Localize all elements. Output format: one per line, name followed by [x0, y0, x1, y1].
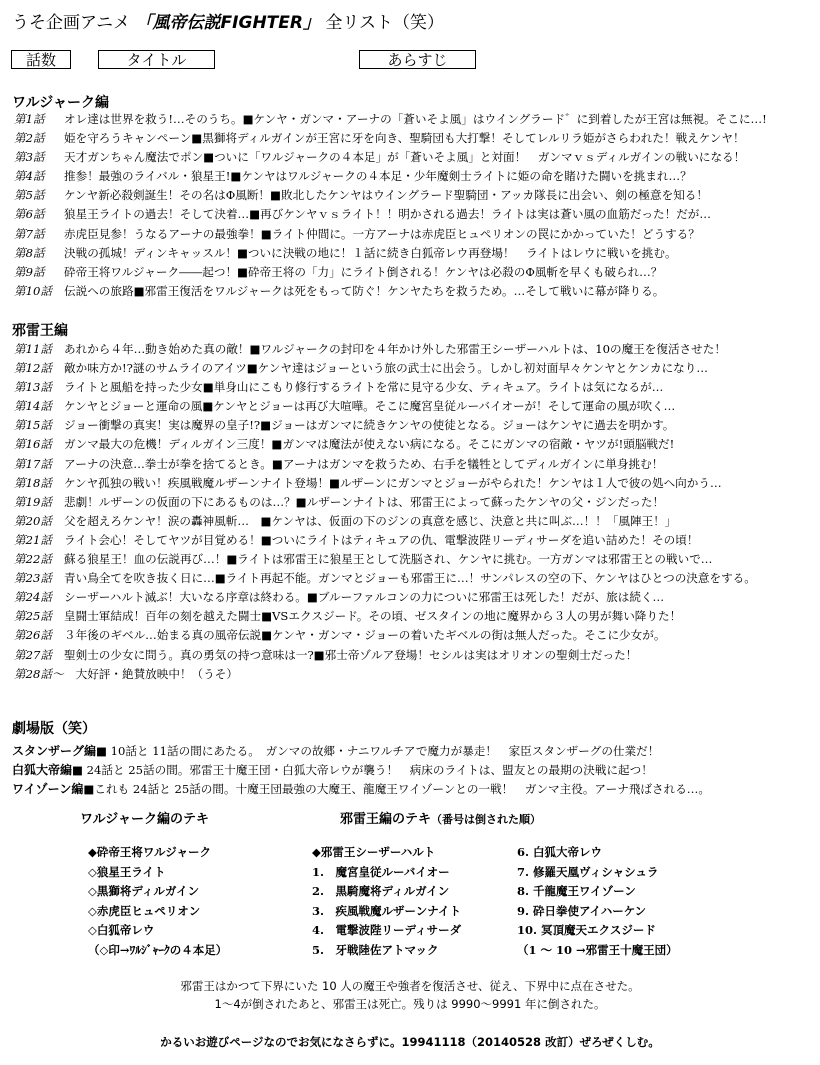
episode-row [14, 205, 814, 224]
episode-row [14, 416, 814, 435]
episode-number: 第18話 [14, 475, 52, 490]
episode-number: 第15話 [14, 418, 52, 433]
episode-number: 第25話 [14, 609, 52, 624]
episode-number: 第17話 [14, 456, 52, 471]
episode-row [14, 626, 814, 645]
episode-number: 第23話 [14, 571, 52, 586]
enemy-item: 8. 千龍魔王ワイゾーン [517, 884, 636, 898]
episode-number: 第16話 [14, 437, 52, 452]
movie-row [12, 780, 710, 799]
movie-row [12, 742, 710, 761]
enemy-jarai-note: （番号は倒された順） [431, 813, 542, 826]
note-line-2: 1～4が倒されたあと、邪雷王は死亡。残りは 9990～9991 年に倒された。 [214, 997, 606, 1011]
episode-number: 第2話 [14, 131, 45, 146]
episode-row [14, 531, 814, 550]
enemy-item: （◇印→ﾜﾙｼﾞｬｰｸの４本足） [88, 942, 228, 957]
episode-synopsis: 姫を守ろうキャンペーン■黒獅将ディルガインが王宮に牙を向き、聖騎団も大打撃！そしてレルリラ姫がさらわれた！戦えケンヤ！ [64, 131, 745, 146]
enemy-item: ◆砕帝王将ワルジャーク [88, 845, 211, 859]
episode-number: 第4話 [14, 169, 45, 184]
episode-number: 第28話～ [14, 666, 64, 681]
episode-row [14, 493, 814, 512]
episode-synopsis: 大好評・絶賛放映中！（うそ） [64, 666, 238, 681]
episode-synopsis: ケンヤ孤独の戦い！疾風戦魔ルザーンナイト登場！■ルザーンにガンマとジョーがやられた！ケンヤは１人で彼の処へ向かう… [64, 475, 722, 490]
episode-number: 第12話 [14, 361, 52, 376]
episode-row [14, 607, 814, 626]
episode-row [14, 378, 814, 397]
section-warujark: ワルジャーク編 [12, 95, 109, 111]
episode-synopsis: 赤虎臣見参！うなるアーナの最強拳！■ライト仲間に。一方アーナは赤虎臣ヒュペリオンの罠にかかっていた！どうする？ [64, 226, 700, 241]
episode-number: 第22話 [14, 552, 52, 567]
episode-synopsis: アーナの決意…拳士が拳を捨てるとき。■アーナはガンマを救うため、右手を犠牲としてディルガインに単身挑む！ [64, 456, 664, 471]
episode-synopsis: ジョー衝撃の真実！実は魔界の皇子!?■ジョーはガンマに続きケンヤの使徒となる。ジョーはケンヤに過去を明かす。 [64, 418, 675, 433]
enemy-item: （1 ～ 10 →邪雷王十魔王団） [517, 942, 678, 957]
episode-synopsis: 青い鳥全てを吹き抜く日に…■ライト再起不能。ガンマとジョーも邪雷王に…！サンパレスの空の下、ケンヤはひとつの決意をする。 [64, 571, 756, 586]
episode-number: 第14話 [14, 399, 52, 414]
enemy-item: 9. 砕日拳使アイハーケン [517, 903, 647, 918]
episode-synopsis: ガンマ最大の危機！ディルガイン三度！■ガンマは魔法が使えない病になる。そこにガンマの宿敵・ヤツが!頭脳戦だ! [64, 437, 675, 452]
episode-number: 第19話 [14, 494, 52, 509]
episode-row [14, 186, 814, 205]
episode-row [14, 359, 814, 378]
episode-row [14, 474, 814, 493]
movie-name: ワイゾーン編 [12, 782, 84, 796]
enemy-item: 6. 白狐大帝レウ [517, 845, 603, 859]
episode-row [14, 148, 814, 167]
episode-synopsis: 敵か味方か!?謎のサムライのアイツ■ケンヤ達はジョーという旅の武士に出会う。しかし初対面早々ケンヤとケンカになり… [64, 361, 708, 376]
movie-synopsis: ■ 24話と 25話の間。邪雷王十魔王団・白狐大帝レウが襲う！ 病床のライトは、盟友との最期の決戦に起つ！ [72, 763, 653, 777]
enemy-item: 3. 疾風戦魔ルザーンナイト [312, 903, 461, 918]
episode-number: 第26話 [14, 628, 52, 643]
episode-row [14, 282, 814, 301]
episode-row [14, 225, 814, 244]
enemy-item: 4. 電撃波陛リーディサーダ [312, 923, 462, 937]
episode-synopsis: 天才ガンちゃん魔法でポン■ついに「ワルジャークの４本足」が「蒼いそよ風」と対面！ ガンマｖｓディルガインの戦いになる！ [64, 150, 746, 165]
episode-synopsis: 皇闘士軍結成！百年の刻を越えた闘士■VSエクスジード。その頃、ゼスタインの地に魔界から３人の男が舞い降りた！ [64, 609, 682, 624]
section-jarai: 邪雷王編 [12, 323, 68, 339]
episode-list-jarai [14, 340, 814, 684]
movie-synopsis: ■ 10話と 11話の間にあたる。 ガンマの故郷・ナニワルチアで魔力が暴走！ 家臣スタンザーグの仕業だ！ [96, 744, 660, 758]
enemy-item: 2. 黒騎魔将ディルガイン [312, 884, 450, 898]
enemy-warujark-title: ワルジャーク編のテキ [80, 812, 210, 827]
episode-row [14, 263, 814, 282]
enemy-item: 10. 冥頂魔天エクスジード [517, 923, 656, 937]
episode-synopsis: 決戦の孤城！ディンキャッスル！■ついに決戦の地に！１話に続き白狐帝レウ再登場！ ライトはレウに戦いを挑む。 [64, 245, 677, 260]
episode-row [14, 244, 814, 263]
episode-row [14, 588, 814, 607]
enemy-item: ◇赤虎臣ヒュペリオン [88, 903, 201, 918]
episode-number: 第5話 [14, 188, 45, 203]
enemy-list-jarai-a [312, 843, 461, 960]
episode-synopsis: ３年後のギベル…始まる真の風帝伝説■ケンヤ・ガンマ・ジョーの着いたギベルの街は無人だった。そこに少女が。 [64, 628, 666, 643]
episode-row [14, 397, 814, 416]
episode-number: 第21話 [14, 532, 52, 547]
page-title [12, 8, 444, 33]
episode-synopsis: 悲劇！ルザーンの仮面の下にあるものは…？■ルザーンナイトは、邪雷王によって蘇ったケンヤの父・ジンだった！ [64, 494, 665, 509]
episode-number: 第11話 [14, 342, 52, 356]
episode-synopsis: 父を超えろケンヤ！涙の轟神風斬… ■ケンヤは、仮面の下のジンの真意を感じ、決意と共に叫ぶ…！！「風陣王！」 [64, 513, 677, 528]
episode-synopsis: 聖剣士の少女に問う。真の勇気の持つ意味は一?■邪士帝ゾルア登場！セシルは実はオリオンの聖剣士だった！ [64, 647, 638, 662]
enemy-item: 1. 魔宮皇従ルーバイオー [312, 864, 450, 879]
episode-number: 第24話 [14, 590, 52, 605]
title-suffix: 全リスト（笑） [325, 13, 445, 33]
episode-synopsis: ケンヤ新必殺剣誕生！その名はΦ風断！■敗北したケンヤはウイングラード聖騎団・アッカ隊長に出会い、剣の極意を知る！ [64, 188, 708, 203]
episode-synopsis: ケンヤとジョーと運命の風■ケンヤとジョーは再び大喧嘩。そこに魔宮皇従ルーバイオーが！そして運命の風が吹く… [64, 399, 676, 414]
enemy-item: ◇狼星王ライト [88, 864, 166, 879]
enemy-jarai-title: 邪雷王編のテキ [340, 812, 432, 827]
title-prefix: うそ企画アニメ [12, 13, 131, 33]
footer: かるいお遊びページなのでお気になさらずに。19941118（20140528 改訂）ぜろぜくしむ。 [160, 1035, 660, 1049]
episode-row [14, 110, 814, 129]
episode-row [14, 665, 814, 684]
episode-number: 第10話 [14, 283, 52, 298]
enemy-list-warujark [88, 843, 227, 960]
section-movies: 劇場版（笑） [12, 721, 96, 737]
episode-synopsis: 推参！最強のライバル・狼星王!■ケンヤはワルジャークの４本足・少年魔剣士ライトに姫の命を賭けた闘いを挑まれ…？ [64, 169, 692, 184]
enemy-list-jarai-b [517, 843, 678, 960]
episode-synopsis: 狼星王ライトの過去！そして決着…■再びケンヤｖｓライト！！明かされる過去！ライトは実は蒼い風の血筋だった！だが… [64, 207, 711, 222]
header-synopsis: あらすじ [359, 50, 476, 69]
episode-number: 第9話 [14, 264, 45, 279]
episode-row [14, 512, 814, 531]
enemy-item: ◆邪雷王シーザーハルト [312, 845, 436, 859]
episode-row [14, 129, 814, 148]
enemy-item: 5. 牙戦陸佐アトマック [312, 942, 439, 957]
title-name: 「風帝伝説FIGHTER」 [135, 13, 320, 33]
enemy-item: ◇黒獅将ディルガイン [88, 884, 200, 898]
episode-row [14, 646, 814, 665]
episode-number: 第13話 [14, 380, 52, 395]
episode-row [14, 569, 814, 588]
enemy-item: ◇白狐帝レウ [88, 923, 155, 937]
episode-number: 第1話 [14, 112, 45, 126]
episode-row [14, 455, 814, 474]
episode-number: 第6話 [14, 207, 45, 222]
episode-synopsis: オレ達は世界を救う!…そのうち。■ケンヤ・ガンマ・アーナの「蒼いそよ風」はウイングラード゛に到着したが王宮は無視。そこに…! [64, 112, 767, 126]
movie-synopsis: ■これも 24話と 25話の間。十魔王団最強の大魔王、龍魔王ワイゾーンとの一戦！ ガンマ主役。アーナ飛ばされる…。 [83, 782, 710, 796]
enemy-item: 7. 修羅天凰ヴィシャシュラ [517, 864, 659, 879]
episode-number: 第8話 [14, 245, 45, 260]
episode-row [14, 435, 814, 454]
episode-synopsis: 伝説への旅路■邪雷王復活をワルジャークは死をもって防ぐ！ケンヤたちを救うため。…そして戦いに幕が降りる。 [64, 283, 665, 298]
episode-number: 第3話 [14, 150, 45, 165]
episode-row [14, 340, 814, 359]
episode-row [14, 550, 814, 569]
movie-name: 白狐大帝編 [12, 763, 73, 777]
episode-number: 第20話 [14, 513, 52, 528]
episode-number: 第7話 [14, 226, 45, 241]
episode-synopsis: あれから４年…動き始めた真の敵！■ワルジャークの封印を４年かけ外した邪雷王シーザーハルトは、10の魔王を復活させた！ [64, 342, 726, 356]
header-episode: 話数 [11, 50, 71, 69]
note-line-1: 邪雷王はかつて下界にいた 10 人の魔王や強者を復活させ、従え、下界中に点在させた。 [180, 979, 640, 993]
episode-list-warujark [14, 110, 814, 301]
movie-list [12, 742, 710, 799]
episode-synopsis: ライトと風船を持った少女■単身山にこもり修行するライトを常に見守る少女、ティキュア。ライトは気になるが… [64, 380, 664, 395]
enemy-jarai-heading [340, 808, 541, 827]
movie-name: スタンザーグ編 [12, 744, 97, 758]
episode-row [14, 167, 814, 186]
episode-number: 第27話 [14, 647, 52, 662]
episode-synopsis: シーザーハルト滅ぶ！大いなる序章は終わる。■ブルーファルコンの力についに邪雷王は死した！だが、旅は続く… [64, 590, 665, 605]
header-title: タイトル [98, 50, 215, 69]
episode-synopsis: ライト会心！そしてヤツが目覚める！■ついにライトはティキュアの仇、電撃波陛リーディサーダを追い詰めた！その頃！ [64, 532, 699, 547]
episode-synopsis: 砕帝王将ワルジャーク――起つ！■砕帝王将の「力」にライト倒される！ケンヤは必殺のΦ風斬を早くも破られ…？ [64, 264, 663, 279]
movie-row [12, 761, 710, 780]
episode-synopsis: 蘇る狼星王！血の伝説再び…！■ライトは邪雷王に狼星王として洗脳され、ケンヤに挑む。一方ガンマは邪雷王との戦いで… [64, 552, 713, 567]
